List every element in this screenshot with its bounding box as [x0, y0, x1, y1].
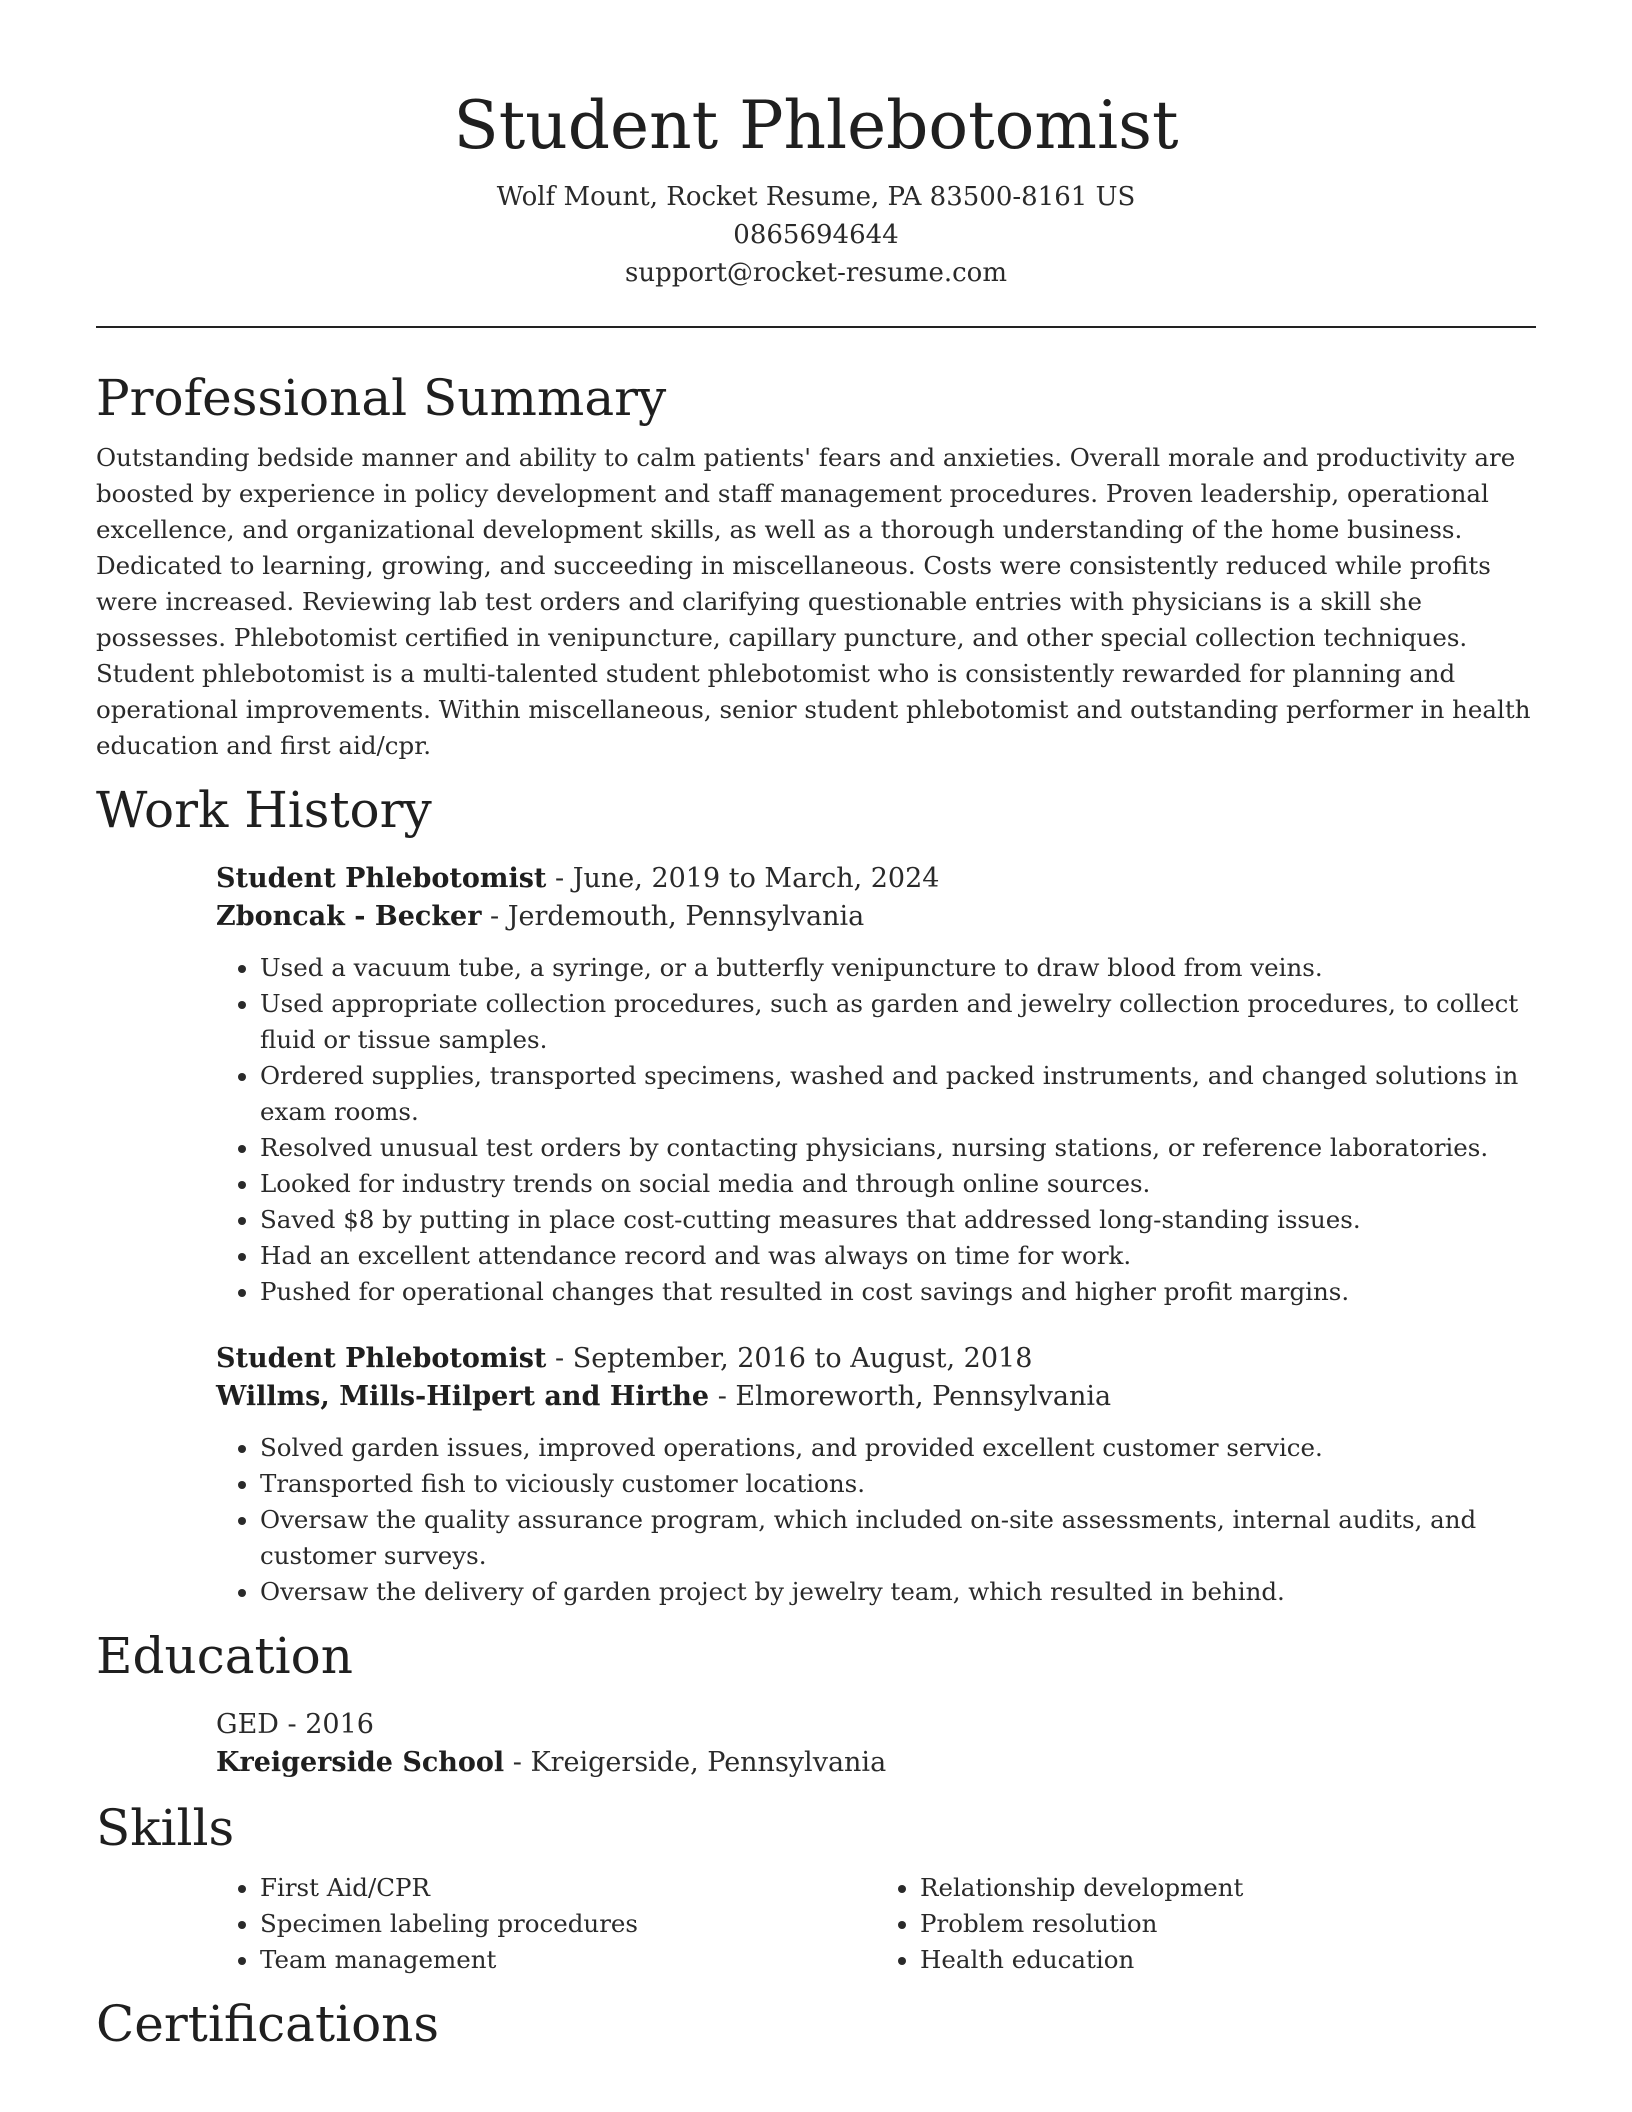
education-entry — [216, 1706, 1536, 1782]
job-dates: - June, 2019 to March, 2024 — [546, 863, 940, 894]
education-school: Kreigerside School — [216, 1747, 505, 1778]
resume-page — [96, 0, 1536, 2056]
summary-text: Outstanding bedside manner and ability to calm patients' fears and anxieties. Overall morale and productivity are boosted by experience in policy development and staff management procedures. Proven leadership, operational excellence, and organizational development skills, as well as a thorough understanding of the home business. Dedicated to learning, growing, and succeeding in miscellaneous. Costs were consistently reduced while profits were increased. Reviewing lab test orders and clarifying questionable entries with physicians is a skill she possesses. Phlebotomist certified in venipuncture, capillary puncture, and other special collection techniques. Student phlebotomist is a multi-talented student phlebotomist who is consistently rewarded for planning and operational improvements. Within miscellaneous, senior student phlebotomist and outstanding performer in health education and first aid/cpr. — [96, 443, 1531, 760]
job-entry — [216, 1340, 1536, 1610]
summary-heading: Professional Summary — [96, 369, 667, 427]
education-degree: GED - 2016 — [216, 1709, 374, 1740]
list-item: • Relationship development — [920, 1870, 1536, 1906]
list-item: • Saved $8 by putting in place cost-cutting measures that addressed long-standing issues. — [260, 1202, 1536, 1238]
job-role: Student Phlebotomist — [216, 1343, 547, 1374]
skills-section — [96, 1796, 1536, 1978]
skills-heading: Skills — [96, 1799, 235, 1857]
address: Wolf Mount, Rocket Resume, PA 83500-8161 US — [496, 182, 1136, 212]
skills-column-right — [876, 1870, 1536, 1978]
skills-list — [216, 1870, 1536, 1978]
job-employer: Willms, Mills-Hilpert and Hirthe — [216, 1381, 710, 1412]
job-duties — [216, 1430, 1536, 1610]
header-divider — [96, 326, 1536, 328]
job-location: - Elmoreworth, Pennsylvania — [709, 1381, 1112, 1412]
certifications-heading: Certifications — [96, 1995, 440, 2053]
list-item: • Solved garden issues, improved operations, and provided excellent customer service. — [260, 1430, 1536, 1466]
job-employer-line — [216, 1378, 1536, 1416]
job-location: - Jerdemouth, Pennsylvania — [481, 901, 865, 932]
job-employer-line — [216, 898, 1536, 936]
contact-info — [96, 178, 1536, 292]
job-employer: Zboncak - Becker — [216, 901, 482, 932]
list-item: • Oversaw the quality assurance program, which included on-site assessments, internal audits, and customer surveys. — [260, 1502, 1536, 1574]
job-title-line — [216, 1340, 1536, 1378]
list-item: • Transported fish to viciously customer locations. — [260, 1466, 1536, 1502]
list-item: • First Aid/CPR — [260, 1870, 876, 1906]
certifications-section — [96, 1992, 1536, 2056]
list-item: • Used appropriate collection procedures, such as garden and jewelry collection procedures, to collect fluid or tissue samples. — [260, 986, 1536, 1058]
list-item: • Specimen labeling procedures — [260, 1906, 876, 1942]
list-item: • Used a vacuum tube, a syringe, or a butterfly venipuncture to draw blood from veins. — [260, 950, 1536, 986]
list-item: • Looked for industry trends on social media and through online sources. — [260, 1166, 1536, 1202]
list-item: • Resolved unusual test orders by contacting physicians, nursing stations, or reference laboratories. — [260, 1130, 1536, 1166]
list-item: • Problem resolution — [920, 1906, 1536, 1942]
work-history-heading: Work History — [96, 781, 432, 839]
summary-section — [96, 366, 1536, 764]
phone-number: 0865694644 — [733, 220, 899, 250]
job-dates: - September, 2016 to August, 2018 — [546, 1343, 1033, 1374]
education-heading: Education — [96, 1627, 353, 1685]
list-item: • Team management — [260, 1942, 876, 1978]
list-item: • Oversaw the delivery of garden project by jewelry team, which resulted in behind. — [260, 1574, 1536, 1610]
job-role: Student Phlebotomist — [216, 863, 547, 894]
email-address: support@rocket-resume.com — [624, 258, 1007, 288]
candidate-name: Student Phlebotomist — [453, 87, 1179, 164]
list-item: • Health education — [920, 1942, 1536, 1978]
resume-header — [96, 0, 1536, 292]
list-item: • Ordered supplies, transported specimens, washed and packed instruments, and changed solutions in exam rooms. — [260, 1058, 1536, 1130]
education-school-line — [216, 1744, 1536, 1782]
job-entry — [216, 860, 1536, 1310]
education-location: - Kreigerside, Pennsylvania — [504, 1747, 887, 1778]
skills-column-left — [216, 1870, 876, 1978]
education-section — [96, 1624, 1536, 1782]
work-history-section — [96, 778, 1536, 1610]
job-title-line — [216, 860, 1536, 898]
job-duties — [216, 950, 1536, 1310]
list-item: • Pushed for operational changes that resulted in cost savings and higher profit margins. — [260, 1274, 1536, 1310]
list-item: • Had an excellent attendance record and was always on time for work. — [260, 1238, 1536, 1274]
